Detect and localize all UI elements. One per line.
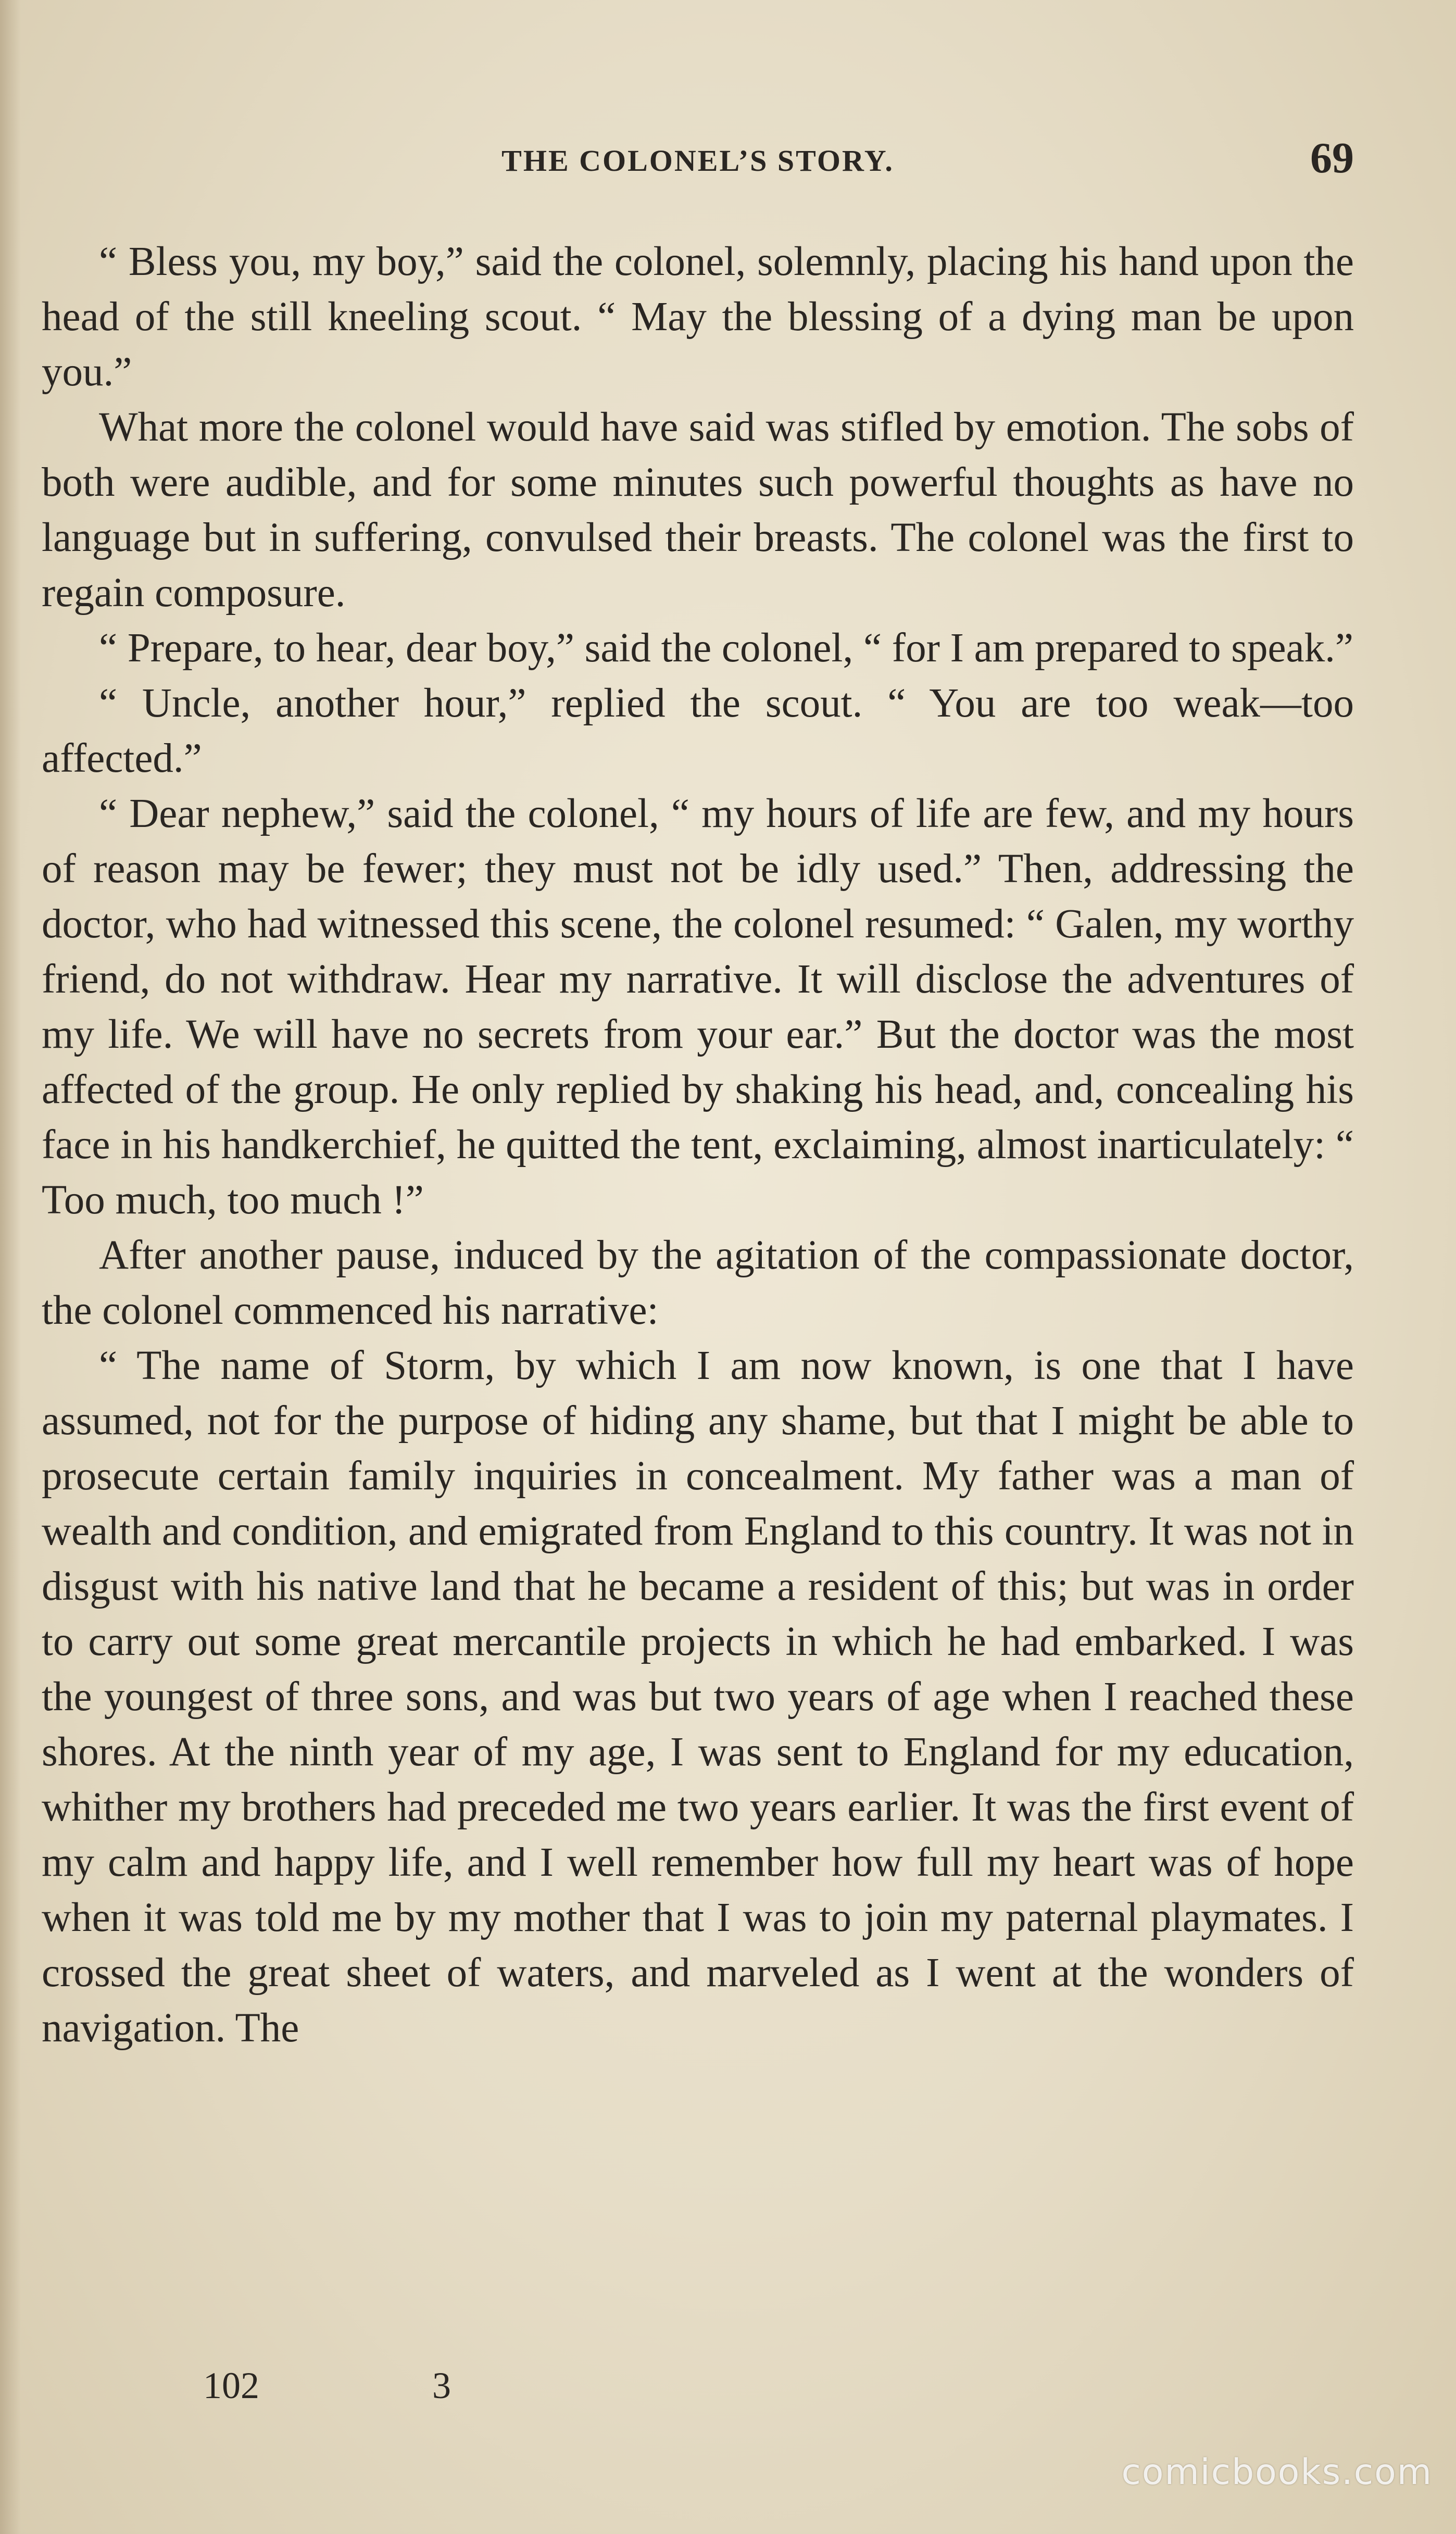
- watermark: comicbooks.com: [1121, 2452, 1433, 2493]
- page-header: [42, 133, 1354, 190]
- page-footer: [42, 2364, 1354, 2422]
- paragraph: “ The name of Storm, by which I am now known, is one that I have assumed, not for the purpose of hiding any shame, but that I might be able to prosecute certain family inquiries in concealment. My father was a man of wealth and condition, and emigrated from England to this country. It was not in disgust with his native land that he became a resident of this; but was in order to carry out some great mercantile projects in which he had embarked. I was the youngest of three sons, and was but two years of age when I reached these shores. At the ninth year of my age, I was sent to England for my education, whither my brothers had preceded me two years earlier. It was the first event of my calm and happy life, and I well remember how full my heart was of hope when it was told me by my mother that I was to join my paternal playmates. I crossed the great sheet of waters, and marveled as I went at the wonders of navigation. The: [42, 1343, 1354, 2051]
- paragraph: “ Uncle, another hour,” replied the scout. “ You are too weak—too affected.”: [42, 681, 1354, 781]
- paragraph: “ Dear nephew,” said the colonel, “ my hours of life are few, and my hours of reason may be fewer; they must not be idly used.” Then, addressing the doctor, who had witnessed this scene, the colonel resumed: “ Galen, my worthy friend, do not withdraw. Hear my narrative. It will disclose the adventures of my life. We will have no secrets from your ear.” But the doctor was the most affected of the group. He only replied by shaking his head, and, concealing his face in his handkerchief, he quitted the tent, exclaiming, almost inarticulately: “ Too much, too much !”: [42, 791, 1354, 1223]
- paragraph: After another pause, induced by the agitation of the compassionate doctor, the colonel commenced his narrative:: [42, 1233, 1354, 1333]
- paragraph: “ Prepare, to hear, dear boy,” said the colonel, “ for I am prepared to speak.”: [99, 625, 1353, 671]
- running-head: THE COLONEL’S STORY.: [501, 144, 894, 178]
- signature-number: 102: [203, 2365, 259, 2406]
- page-edge-shadow: [0, 0, 21, 2534]
- page-number: 69: [1310, 134, 1354, 182]
- body-text: [42, 234, 1354, 2056]
- paragraph: What more the colonel would have said was stifled by emotion. The sobs of both were audible, and for some minutes such powerful thoughts as have no language but in suffering, convulsed their breasts. The colonel was the first to regain composure.: [42, 405, 1354, 616]
- paragraph: “ Bless you, my boy,” said the colonel, solemnly, placing his hand upon the head of the still kneeling scout. “ May the blessing of a dying man be upon you.”: [42, 239, 1354, 395]
- signature-mark: 3: [432, 2365, 451, 2406]
